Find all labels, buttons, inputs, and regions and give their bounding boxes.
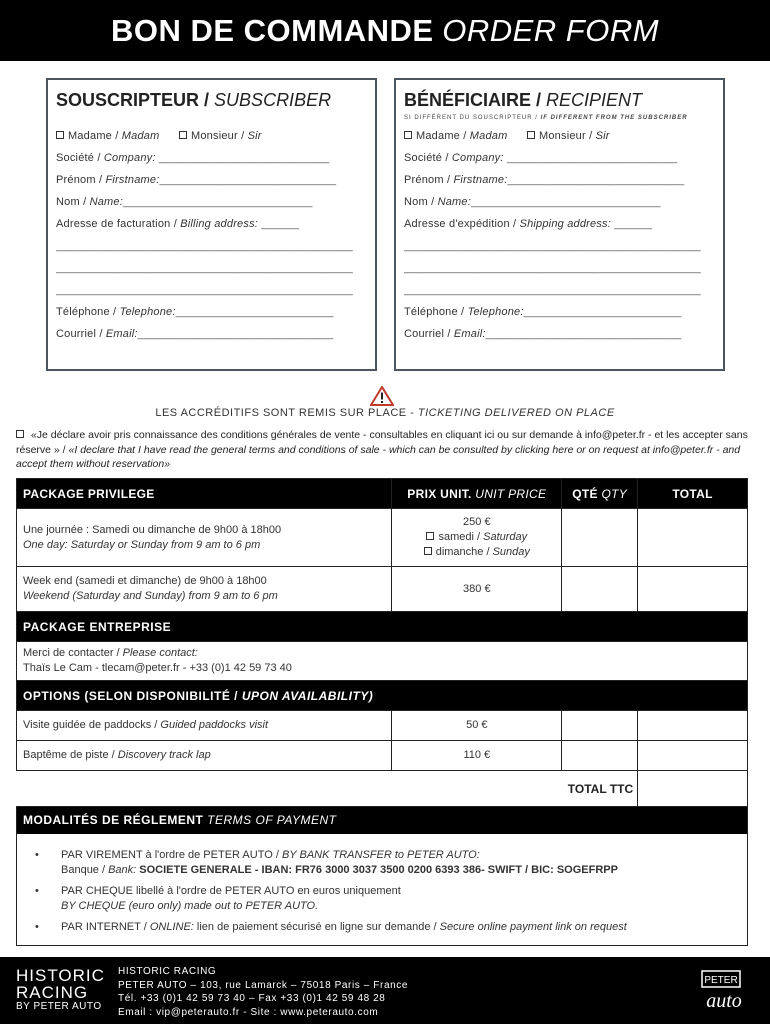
ticketing-notice (0, 407, 770, 419)
terms-checkbox[interactable] (16, 430, 24, 438)
sir-label: Sir (595, 130, 610, 142)
bank-transfer-fr: PAR VIREMENT à l'ordre de PETER AUTO / (61, 849, 282, 861)
contact-label-fr: Merci de contacter / (23, 647, 123, 659)
options-header-fr: OPTIONS (SELON DISPONIBILITÉ / (23, 688, 242, 703)
payment-section (16, 806, 748, 946)
payment-list (17, 848, 747, 935)
phone-label: Téléphone / (56, 306, 120, 318)
billing-address-label: Adresse de facturation / (56, 218, 181, 230)
blank-line: _________________________ (523, 306, 682, 318)
monsieur-label: Monsieur / (539, 130, 596, 142)
logo-line-2: RACING (16, 983, 89, 1002)
list-item (35, 920, 747, 935)
footer (0, 957, 770, 1024)
email-label: Courriel / (56, 328, 106, 340)
phone-label-en: Telephone: (467, 306, 524, 318)
unit-price-header-fr: PRIX UNIT. (407, 486, 476, 501)
monsieur-checkbox[interactable] (179, 131, 187, 139)
one-day-fr: Une journée : Samedi ou dimanche de 9h00 à 18h00 (23, 523, 282, 536)
payment-header (17, 807, 747, 834)
contact-label-en: Please contact: (122, 647, 198, 659)
sunday-label-en: Sunday (492, 546, 530, 558)
madame-checkbox[interactable] (56, 131, 64, 139)
recipient-address-field[interactable] (404, 213, 715, 235)
logo-line-3: BY PETER AUTO (16, 1001, 102, 1012)
qty-header-fr: QTÉ (572, 486, 602, 501)
contact-person: Thaïs Le Cam - tlecam@peter.fr - +33 (0)1 42 59 73 40 (23, 662, 292, 674)
one-day-total-input[interactable] (638, 509, 748, 567)
table-row (17, 509, 748, 567)
sunday-option[interactable] (392, 545, 561, 560)
company-label: Société / (56, 152, 104, 164)
total-spacer (17, 771, 392, 807)
recipient-phone-field[interactable] (404, 301, 715, 323)
saturday-option[interactable] (392, 530, 561, 545)
track-lap-en: Discovery track lap (117, 749, 211, 761)
unit-price-header-en: UNIT PRICE (475, 486, 547, 501)
options-header (17, 681, 748, 711)
weekend-en: Weekend (Saturday and Sunday) from 9 am to 6 pm (23, 590, 278, 602)
track-lap-description (17, 741, 392, 771)
list-item (35, 848, 747, 877)
recipient-address-line-4[interactable]: _______________________________________________ (404, 284, 701, 296)
recipient-title-fr: BÉNÉFICIAIRE / (404, 90, 542, 110)
logo-peter: PETER (704, 975, 738, 986)
declaration-en: «I declare that I have read the general terms and conditions of sale - which can be consulted by clicking here or on request at info@peter.fr - and accept them without reservation» (16, 443, 741, 470)
email-label-en: Email: (105, 328, 138, 340)
recipient-address-line-2[interactable]: _______________________________________________ (404, 240, 701, 252)
subscriber-phone-field[interactable] (56, 301, 367, 323)
company-label-en: Company: (451, 152, 504, 164)
cheque-fr: • PAR CHEQUE libellé à l'ordre de PETER AUTO en euros uniquement (61, 885, 401, 897)
enterprise-contact-row (17, 642, 748, 681)
package-table (16, 478, 748, 807)
firstname-label-en: Firstname: (453, 174, 508, 186)
track-lap-price: 110 € (392, 741, 562, 771)
monsieur-label: Monsieur / (191, 130, 248, 142)
subscriber-subtitle-spacer (56, 115, 367, 125)
package-enterprise-header: PACKAGE ENTREPRISE (17, 612, 748, 642)
one-day-price: 250 € (463, 516, 491, 528)
phone-label-en: Telephone: (119, 306, 176, 318)
saturday-label: samedi / (438, 531, 484, 543)
track-lap-fr: Baptême de piste / (23, 749, 118, 761)
footer-email: Email : vip@peterauto.fr - Site : www.peterauto.com (118, 1006, 379, 1018)
madame-label: Madame / (416, 130, 470, 142)
declaration-fr: «Je déclare avoir pris connaissance des conditions générales de vente - consultables en cliquant ici ou sur demande à info@peter.fr - et les accepter sans réserve » / (16, 429, 748, 456)
subscriber-company-field[interactable] (56, 147, 367, 169)
name-label-en: Name: (89, 196, 123, 208)
package-privilege-header: PACKAGE PRIVILEGE (17, 479, 392, 509)
bank-label: Banque / (61, 863, 109, 876)
madame-checkbox[interactable] (404, 131, 412, 139)
table-row (17, 567, 748, 612)
one-day-description (17, 509, 392, 567)
paddock-visit-fr: Visite guidée de paddocks / (23, 719, 161, 731)
one-day-qty-input[interactable] (562, 509, 638, 567)
bank-details: SOCIETE GENERALE - IBAN: FR76 3000 3037 3500 0200 6393 386- SWIFT / BIC: SOGEFRPP (139, 863, 618, 876)
billing-address-label-en: Billing address: (180, 218, 259, 230)
madame-label: Madame / (68, 130, 122, 142)
paddock-visit-description (17, 711, 392, 741)
payment-header-en: TERMS OF PAYMENT (207, 813, 337, 827)
table-row (17, 741, 748, 771)
historic-racing-logo (16, 967, 108, 1013)
subscriber-address-field[interactable] (56, 213, 367, 235)
footer-company: HISTORIC RACING (118, 966, 217, 977)
track-lap-qty-input[interactable] (562, 741, 638, 771)
subscriber-title-fr: SOUSCRIPTEUR / (56, 90, 210, 110)
blank-line: ____________________________ (159, 174, 337, 186)
firstname-label-en: Firstname: (105, 174, 160, 186)
blank-line: _________________________ (175, 306, 334, 318)
recipient-box (394, 78, 725, 371)
sir-label: Sir (247, 130, 262, 142)
total-ttc-input[interactable] (638, 771, 748, 807)
recipient-email-field[interactable] (404, 323, 715, 345)
page-title (0, 0, 770, 61)
subscriber-address-line-4[interactable]: _______________________________________________ (56, 284, 353, 296)
one-day-price-cell (392, 509, 562, 567)
weekend-qty-input[interactable] (562, 567, 638, 612)
logo-line-1: HISTORIC (16, 966, 105, 985)
ticketing-notice-en: TICKETING DELIVERED ON PLACE (417, 407, 615, 419)
blank-line: ______________________________ (471, 196, 661, 208)
subscriber-email-field[interactable] (56, 323, 367, 345)
phone-label: Téléphone / (404, 306, 468, 318)
subscriber-box (46, 78, 377, 371)
ticketing-notice-fr: LES ACCRÉDITIFS SONT REMIS SUR PLACE - (155, 407, 418, 419)
recipient-title (404, 90, 715, 112)
monsieur-checkbox[interactable] (527, 131, 535, 139)
online-link-en: Secure online payment link on request (439, 921, 627, 933)
paddock-visit-qty-input[interactable] (562, 711, 638, 741)
qty-header-en: QTY (601, 486, 628, 501)
recipient-civility-row (404, 125, 715, 147)
payment-header-fr: MODALITÉS DE RÉGLEMENT (23, 813, 208, 827)
madam-label: Madam (121, 130, 160, 142)
enterprise-header-row (17, 612, 748, 642)
online-link-fr: lien de paiement sécurisé en ligne sur demande / (193, 921, 440, 933)
paddock-visit-price: 50 € (392, 711, 562, 741)
weekend-price: 380 € (392, 567, 562, 612)
firstname-label: Prénom / (404, 174, 454, 186)
name-label: Nom / (56, 196, 90, 208)
terms-declaration (16, 428, 756, 472)
options-header-en: UPON AVAILABILITY) (241, 688, 374, 703)
subscriber-address-line-3[interactable]: _______________________________________________ (56, 262, 353, 274)
online-en: ONLINE: (149, 921, 194, 933)
warning-icon (370, 386, 394, 406)
blank-line: _______________________________ (485, 328, 682, 340)
list-item (35, 884, 747, 913)
subscriber-name-field[interactable] (56, 191, 367, 213)
table-row (17, 711, 748, 741)
paddock-visit-en: Guided paddocks visit (160, 719, 269, 731)
logo-auto: auto (706, 990, 742, 1012)
weekend-description (17, 567, 392, 612)
blank-line: _______________________________ (137, 328, 334, 340)
saturday-checkbox[interactable] (426, 532, 434, 540)
blank-line: ___________________________ (506, 152, 678, 164)
email-label-en: Email: (453, 328, 486, 340)
table-header-row (17, 479, 748, 509)
bank-label-en: Bank: (108, 863, 140, 876)
email-label: Courriel / (404, 328, 454, 340)
blank-line: ______ (614, 218, 653, 230)
recipient-company-field[interactable] (404, 147, 715, 169)
firstname-label: Prénom / (56, 174, 106, 186)
shipping-address-label: Adresse d'expédition / (404, 218, 520, 230)
one-day-en: One day: Saturday or Sunday from 9 am to 6 pm (23, 538, 261, 551)
subscriber-address-line-2[interactable]: _______________________________________________ (56, 240, 353, 252)
footer-phone: Tél. +33 (0)1 42 59 73 40 – Fax +33 (0)1 42 59 48 28 (118, 993, 386, 1004)
cheque-en: BY CHEQUE (euro only) made out to PETER AUTO. (61, 899, 319, 912)
sunday-label: dimanche / (435, 546, 493, 558)
weekend-fr: Week end (samedi et dimanche) de 9h00 à 18h00 (23, 575, 267, 587)
paddock-visit-total-input[interactable] (638, 711, 748, 741)
options-header-row (17, 681, 748, 711)
blank-line: ____________________________ (507, 174, 685, 186)
weekend-total-input[interactable] (638, 567, 748, 612)
enterprise-contact (17, 642, 748, 681)
subscriber-civility-row (56, 125, 367, 147)
madam-label: Madam (469, 130, 508, 142)
total-header: TOTAL (638, 479, 748, 509)
footer-address (118, 965, 408, 1019)
name-label: Nom / (404, 196, 438, 208)
subscriber-firstname-field[interactable] (56, 169, 367, 191)
recipient-name-field[interactable] (404, 191, 715, 213)
subscriber-title (56, 90, 367, 112)
blank-line: ______ (261, 218, 300, 230)
company-label: Société / (404, 152, 452, 164)
title-french: BON DE COMMANDE (110, 13, 434, 48)
footer-street: PETER AUTO – 103, rue Lamarck – 75018 Paris – France (118, 979, 409, 991)
total-spacer (392, 771, 562, 807)
recipient-subtitle (404, 115, 715, 125)
name-label-en: Name: (437, 196, 471, 208)
recipient-subtitle-fr: SI DIFFÉRENT DU SOUSCRIPTEUR / (404, 115, 541, 121)
qty-header (562, 479, 638, 509)
recipient-firstname-field[interactable] (404, 169, 715, 191)
subscriber-title-en: SUBSCRIBER (214, 90, 332, 110)
total-row (17, 771, 748, 807)
recipient-address-line-3[interactable]: _______________________________________________ (404, 262, 701, 274)
online-fr: PAR INTERNET / (61, 921, 150, 933)
company-label-en: Company: (103, 152, 156, 164)
unit-price-header (392, 479, 562, 509)
bank-transfer-en: BY BANK TRANSFER to PETER AUTO: (281, 849, 480, 861)
track-lap-total-input[interactable] (638, 741, 748, 771)
shipping-address-label-en: Shipping address: (519, 218, 612, 230)
sunday-checkbox[interactable] (424, 547, 432, 555)
total-ttc-label: TOTAL TTC (567, 781, 634, 796)
blank-line: ______________________________ (123, 196, 313, 208)
recipient-subtitle-en: IF DIFFERENT FROM THE SUBSCRIBER (540, 115, 688, 121)
peter-auto-logo (694, 969, 752, 1013)
saturday-label-en: Saturday (483, 531, 528, 543)
blank-line: ___________________________ (158, 152, 330, 164)
title-english: ORDER FORM (442, 13, 660, 48)
recipient-title-en: RECIPIENT (546, 90, 643, 110)
